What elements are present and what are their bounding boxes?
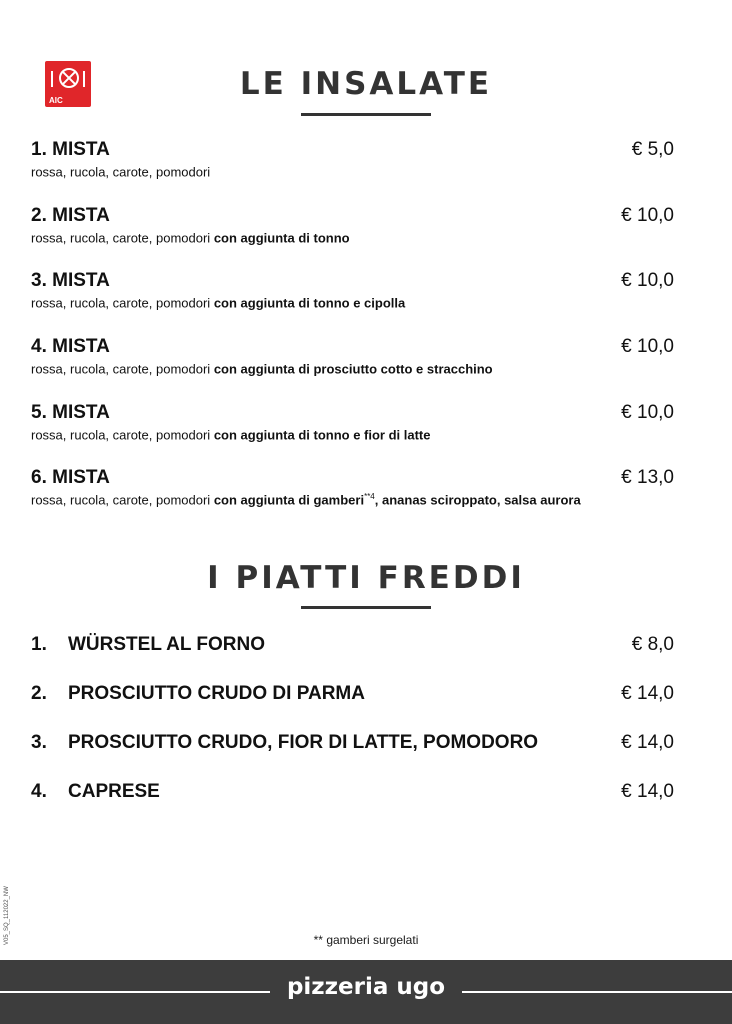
- salad-base-ingredients: rossa, rucola, carote, pomodori: [31, 230, 211, 246]
- salad-item: [31, 139, 676, 179]
- salad-price: € 5,0: [631, 139, 674, 160]
- salad-description: [31, 361, 676, 376]
- salad-base-ingredients: rossa, rucola, carote, pomodori: [31, 164, 211, 180]
- salad-base-ingredients: rossa, rucola, carote, pomodori: [31, 492, 211, 508]
- cold-dish-number: 3.: [31, 732, 47, 753]
- cold-dish-price: € 8,0: [631, 634, 674, 655]
- cold-dish-item: [31, 634, 676, 656]
- salad-description: [31, 295, 676, 310]
- cold-dish-price: € 14,0: [621, 781, 674, 802]
- cold-dish-item: [31, 781, 676, 803]
- salad-base-ingredients: rossa, rucola, carote, pomodori: [31, 361, 211, 377]
- salad-extra: con aggiunta di gamberi: [213, 492, 365, 508]
- salad-price: € 10,0: [621, 270, 674, 291]
- salad-price: € 10,0: [621, 336, 674, 357]
- version-code: V05_SQ_112022_NW: [4, 886, 10, 945]
- cold-dishes-title-underline: [301, 606, 431, 609]
- footer-bar: [0, 960, 732, 1024]
- salad-price: € 13,0: [621, 467, 674, 488]
- salad-extra: con aggiunta di tonno e cipolla: [213, 295, 406, 311]
- footer-brand: pizzeria ugo: [286, 974, 446, 1000]
- cold-dish-number: 4.: [31, 781, 47, 802]
- salad-base-ingredients: rossa, rucola, carote, pomodori: [31, 427, 211, 443]
- footnote: ** gamberi surgelati: [313, 933, 419, 947]
- cold-dish-name: PROSCIUTTO CRUDO, FIOR DI LATTE, POMODORO: [68, 732, 539, 753]
- cold-dish-name: WÜRSTEL AL FORNO: [68, 634, 266, 655]
- salad-extra-tail: , ananas sciroppato, salsa aurora: [374, 492, 581, 508]
- salad-description: [31, 492, 676, 507]
- cold-dish-number: 1.: [31, 634, 47, 655]
- cold-dish-name: PROSCIUTTO CRUDO DI PARMA: [68, 683, 365, 704]
- cold-dish-item: [31, 683, 676, 705]
- salad-base-ingredients: rossa, rucola, carote, pomodori: [31, 295, 211, 311]
- salad-price: € 10,0: [621, 205, 674, 226]
- cold-dish-name: CAPRESE: [68, 781, 160, 802]
- cold-dish-number: 2.: [31, 683, 47, 704]
- salad-description: [31, 427, 676, 442]
- salad-item: [31, 336, 676, 376]
- salad-note-mark: **4: [364, 492, 375, 501]
- salad-item: [31, 402, 676, 442]
- salad-name: 3. MISTA: [31, 270, 110, 291]
- salad-name: 5. MISTA: [31, 402, 110, 423]
- salad-description: [31, 164, 676, 179]
- salad-extra: con aggiunta di tonno: [213, 230, 350, 246]
- salad-price: € 10,0: [621, 402, 674, 423]
- salad-description: [31, 230, 676, 245]
- cold-dish-price: € 14,0: [621, 732, 674, 753]
- salad-name: 2. MISTA: [31, 205, 110, 226]
- salad-item: [31, 205, 676, 245]
- logo-text: AIC: [49, 96, 63, 105]
- salad-item: [31, 467, 676, 507]
- salads-title: LE INSALATE: [239, 66, 493, 102]
- cold-dish-item: [31, 732, 676, 754]
- salad-extra: con aggiunta di tonno e fior di latte: [213, 427, 431, 443]
- salad-name: 1. MISTA: [31, 139, 110, 160]
- salad-extra: con aggiunta di prosciutto cotto e stracchino: [213, 361, 493, 377]
- salad-name: 6. MISTA: [31, 467, 110, 488]
- cold-dishes-title: I PIATTI FREDDI: [207, 560, 525, 596]
- salad-item: [31, 270, 676, 310]
- salads-title-underline: [301, 113, 431, 116]
- cold-dish-price: € 14,0: [621, 683, 674, 704]
- salad-name: 4. MISTA: [31, 336, 110, 357]
